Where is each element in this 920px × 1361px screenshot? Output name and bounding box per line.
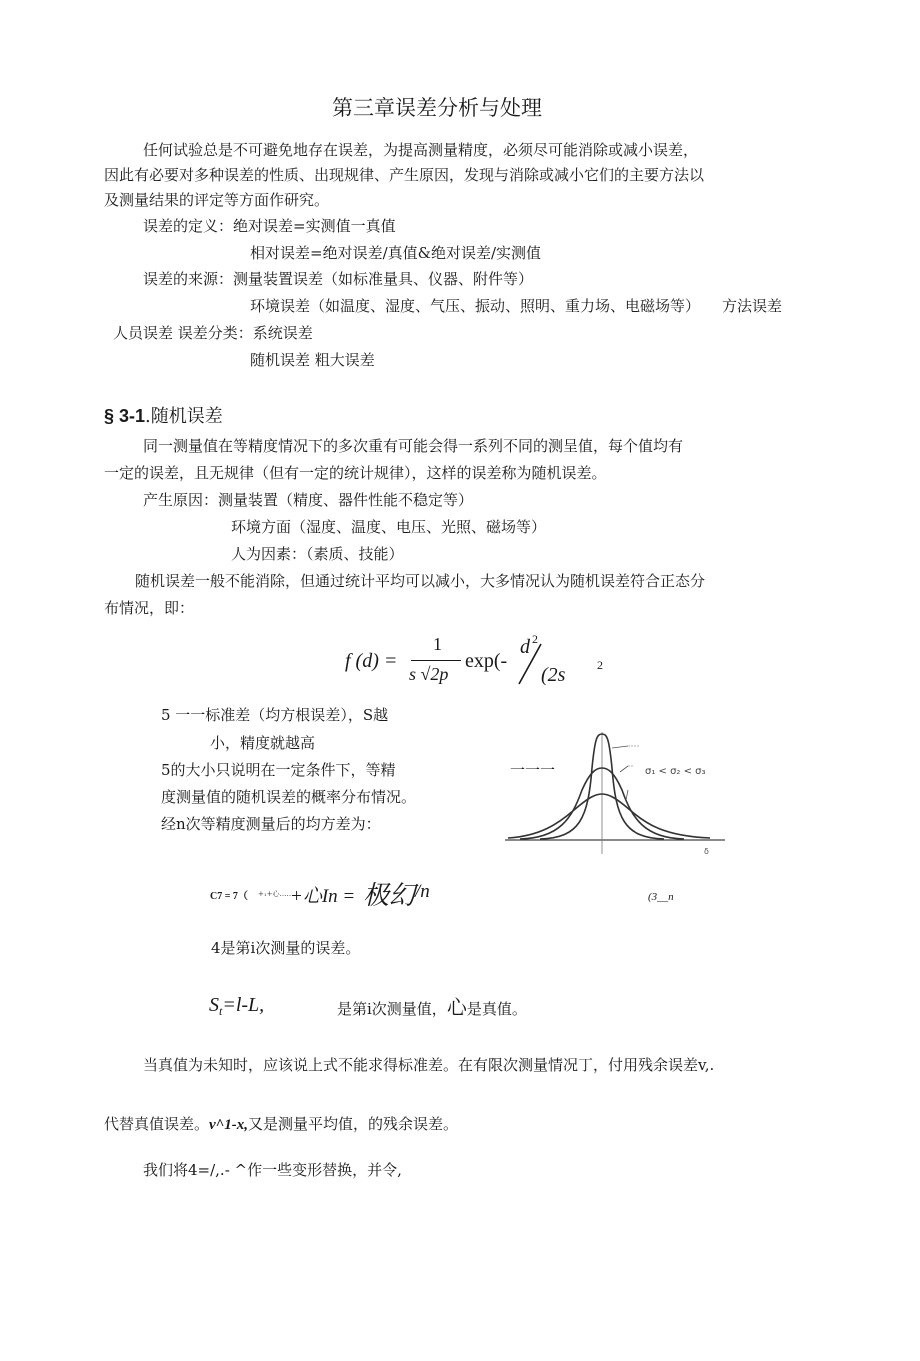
random-p1-line-2: 一定的误差，且无规律（但有一定的统计规律），这样的误差称为随机误差。 bbox=[104, 464, 607, 482]
replace-c: 又是测量平均值，的残余误差。 bbox=[247, 1115, 458, 1133]
delta-description: 4是第i次测量的误差。 bbox=[211, 939, 361, 957]
curve-sigma-3 bbox=[508, 794, 710, 838]
section-number: § 3-1 bbox=[104, 406, 146, 426]
si-desc-b: 心 bbox=[446, 995, 467, 1019]
formula2-lead: C7 = 7（ bbox=[210, 891, 248, 902]
sigma-line-5: 经n次等精度测量后的均方差为： bbox=[161, 815, 381, 833]
figure-dash-label: 一一一 bbox=[510, 761, 556, 779]
leader-1 bbox=[612, 746, 628, 748]
formula-lhs: f (d) = bbox=[345, 650, 398, 672]
sigma-line-2: 小，精度就越高 bbox=[210, 734, 316, 752]
transform-line: 我们将4=/,.- ^作一些变形替换，并令, bbox=[143, 1161, 402, 1179]
random-p2-line-2: 布情况，即： bbox=[104, 599, 195, 617]
sigma-line-1: 5 一一标准差（均方根误差），S越 bbox=[161, 706, 389, 724]
leader-2 bbox=[620, 766, 628, 772]
si-desc-a: 是第i次测量值， bbox=[337, 1000, 447, 1018]
formula2-right-label: (3__n bbox=[648, 891, 674, 903]
sigma-line-4: 度测量值的随机误差的概率分布情况。 bbox=[161, 788, 417, 806]
si-symbol: S bbox=[209, 994, 219, 1016]
x-axis-mark: δ bbox=[704, 847, 709, 856]
figure-legend: σ₁ < σ₂ < σ₃ bbox=[645, 766, 706, 777]
error-definition: 误差的定义：绝对误差=实测值一真值 bbox=[143, 217, 396, 235]
replace-b: v^1-x, bbox=[209, 1117, 248, 1133]
distribution-curves-figure bbox=[500, 728, 730, 858]
section-heading bbox=[104, 402, 223, 428]
formula-exp: exp(- bbox=[465, 650, 508, 672]
intro-line-1: 任何试验总是不可避免地存在误差，为提高测量精度，必须尽可能消除或减小误差， bbox=[143, 141, 699, 159]
formula-s-exponent: 2 bbox=[597, 658, 603, 672]
si-subscript: t bbox=[219, 1004, 223, 1019]
random-p1-line-1: 同一测量值在等精度情况下的多次重有可能会得一系列不同的测呈值，每个值均有 bbox=[143, 437, 684, 455]
si-expression bbox=[209, 994, 264, 1019]
formula2-big: 极幻 bbox=[363, 881, 416, 910]
formula2-small: +₁+心…… bbox=[258, 890, 294, 898]
section-title: .随机误差 bbox=[145, 406, 223, 427]
page-title: 第三章误差分析与处理 bbox=[332, 96, 542, 120]
formula-d: d bbox=[520, 636, 530, 658]
normal-distribution-formula bbox=[345, 632, 605, 692]
cause-environment: 环境方面（湿度、温度、电压、光照、磁场等） bbox=[231, 518, 547, 536]
relative-error: 相对误差=绝对误差/真值&绝对误差/实测值 bbox=[250, 244, 542, 262]
random-gross-error: 随机误差 粗大误差 bbox=[250, 351, 375, 369]
si-rest: =l-L, bbox=[222, 994, 265, 1016]
formula-denominator: s √2p bbox=[409, 664, 449, 684]
formula-d-exponent: 2 bbox=[532, 632, 538, 646]
si-desc-c: 是真值。 bbox=[466, 1000, 527, 1018]
replace-line bbox=[104, 1114, 458, 1135]
fraction-bar bbox=[411, 660, 461, 661]
cause-label: 产生原因：测量装置（精度、器件性能不稳定等） bbox=[143, 491, 474, 509]
replace-a: 代替真值误差。 bbox=[104, 1115, 210, 1133]
true-value-unknown: 当真值为未知时，应该说上式不能求得标准差。在有限次测量情况丁，付用残余误差v,. bbox=[143, 1056, 715, 1074]
formula2-mid: +心In = bbox=[290, 886, 356, 907]
formula-numerator: 1 bbox=[433, 634, 442, 654]
formula2-tail: /n bbox=[415, 881, 430, 902]
sigma-line-3: 5的大小只说明在一定条件下，等精 bbox=[161, 761, 396, 779]
intro-line-2: 因此有必要对多种误差的性质、出现规律、产生原因，发现与消除或减小它们的主要方法以 bbox=[104, 166, 705, 184]
formula-2s: (2s bbox=[541, 664, 566, 686]
environment-error: 环境误差（如温度、湿度、气压、振动、照明、重力场、电磁场等） bbox=[250, 297, 701, 315]
intro-line-3: 及测量结果的评定等方面作研究。 bbox=[104, 191, 330, 209]
method-error: 方法误差 bbox=[722, 297, 783, 315]
leader-3 bbox=[626, 790, 628, 800]
random-p2-line-1: 随机误差一般不能消除，但通过统计平均可以减小，大多情况认为随机误差符合正态分 bbox=[135, 572, 706, 590]
error-sources: 误差的来源：测量装置误差（如标准量具、仪器、附件等） bbox=[143, 270, 534, 288]
personnel-error-classification: 人员误差 误差分类：系统误差 bbox=[113, 324, 313, 342]
cause-human: 人为因素：（素质、技能） bbox=[231, 545, 404, 563]
si-description bbox=[337, 997, 527, 1019]
